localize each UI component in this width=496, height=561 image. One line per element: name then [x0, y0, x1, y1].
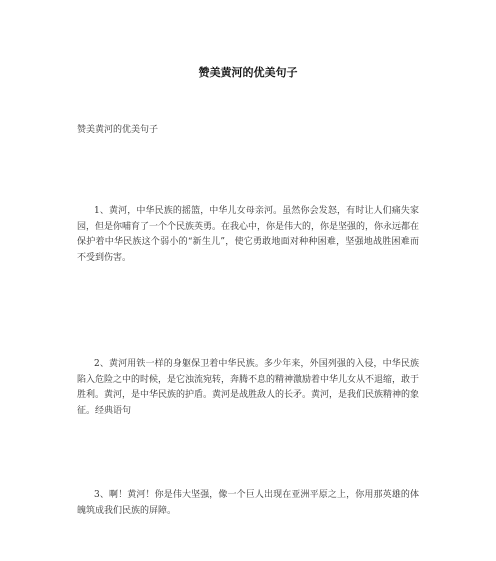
paragraph-3: 3、啊！黄河！你是伟大坚强，像一个巨人出现在亚洲平原之上，你用那英雄的体魄筑成我们民族的屏障。 — [77, 490, 419, 516]
document-subtitle: 赞美黄河的优美句子 — [77, 125, 159, 135]
paragraph-1: 1、黄河，中华民族的摇篮，中华儿女母亲河。虽然你会发怒，有时让人们痛失家园，但是你哺育了一个个民族英勇。在我心中，你是伟大的，你是坚强的，你永远都在保护着中华民族这个弱小的“新生儿”，使它勇敢地面对种种困难，坚强地战胜困难而不受到伤害。 — [77, 206, 420, 263]
paragraph-2: 2、黄河用铁一样的身躯保卫着中华民族。多少年来，外国列强的入侵，中华民族陷入危险之中的时候，是它浊流宛转，奔腾不息的精神激励着中华儿女从不退缩，敢于胜利。黄河，是中华民族的护盾。黄河是战胜敌人的长矛。黄河，是我们民族精神的象征。经典语句 — [77, 359, 420, 416]
document-title: 赞美黄河的优美句子 — [198, 66, 298, 79]
